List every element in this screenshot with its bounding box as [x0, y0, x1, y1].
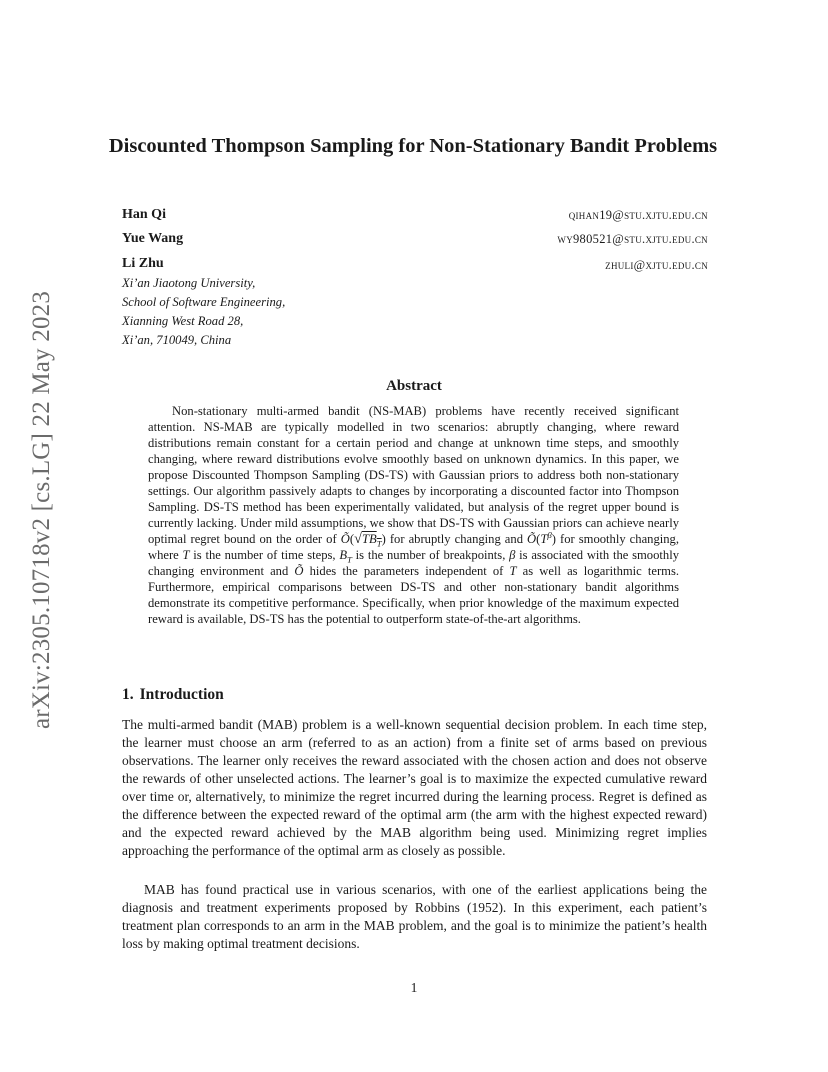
- author-name-2: Yue Wang: [122, 231, 184, 246]
- author-email-1: qihan19@stu.xjtu.edu.cn: [568, 208, 708, 222]
- author-name-3: Li Zhu: [122, 256, 164, 271]
- regret-bound-abrupt: $Õ(√TB_T)$: [340, 531, 386, 549]
- abstract-heading: Abstract: [386, 378, 442, 394]
- regret-bound-smooth: $Õ(T^\beta)$: [527, 529, 556, 546]
- author-name-1: Han Qi: [122, 207, 166, 222]
- section-title: Introduction: [139, 686, 224, 703]
- author-email-3: zhuli@xjtu.edu.cn: [605, 258, 708, 272]
- affiliation-line: Xi’an Jiaotong University,: [122, 276, 256, 290]
- author-email-2: wy980521@stu.xjtu.edu.cn: [557, 232, 708, 246]
- affiliation-line: School of Software Engineering,: [122, 295, 286, 309]
- affiliation-block: [122, 274, 285, 350]
- arxiv-id-text: arXiv:2305.10718v2 [cs.LG] 22 May 2023: [28, 290, 55, 730]
- abstract-body: Non-stationary multi-armed bandit (NS-MAB) problems have recently received significant attention. NS-MAB are typically modelled in two scenarios: abruptly changing, where reward distributions remain constant for a certain period and change at unknown time steps, and smoothly changing, where reward distributions evolve smoothly based on unknown dynamics. In this paper, we propose Discounted Thompson Sampling (DS-TS) with Gaussian priors to address both non-stationary settings. Our algorithm passively adapts to changes by incorporating a discounted factor into Thompson Sampling. DS-TS method has been experimentally validated, but analysis of the regret upper bound is currently lacking. Under mild assumptions, we show that DS-TS with Gaussian priors can achieve nearly optimal regret bound on the order of $Õ(√TB_T)$ for abruptly changing and $Õ(T^\beta)$ for smoothly changing, where T is the number of time steps, $B_T$ is the number of breakpoints, β is associated with the smoothly changing environment and Õ hides the parameters independent of T as well as logarithmic terms. Furthermore, empirical comparisons between DS-TS and other non-stationary bandit algorithms demonstrate its competitive performance. Specifically, when prior knowledge of the maximum expected reward is available, DS-TS has the potential to outperform state-of-the-art algorithms.: [148, 404, 680, 626]
- intro-paragraph-1: The multi-armed bandit (MAB) problem is a well-known sequential decision problem. In each time step, the learner must choose an arm (referred to as an action) from a finite set of arms based on previous observations. The learner only receives the reward associated with the chosen action and does not observe the rewards of other unselected actions. The learner’s goal is to maximize the expected cumulative reward over time or, alternatively, to minimize the regret incurred during the learning process. Regret is defined as the difference between the expected reward of the optimal arm (the arm with the highest expected reward) and the expected reward achieved by the MAB algorithm being used. Minimizing regret implies approaching the performance of the optimal arm as closely as possible.: [122, 717, 707, 858]
- affiliation-line: Xianning West Road 28,: [122, 314, 244, 328]
- section-heading-introduction: [122, 686, 224, 704]
- page-number: 1: [410, 980, 418, 995]
- intro-paragraph-2: MAB has found practical use in various scenarios, with one of the earliest applications being the diagnosis and treatment experiments proposed by Robbins (1952). In this experiment, each patient’s treatment plan corresponds to an arm in the MAB problem, and the goal is to minimize the patient’s health loss by making optimal treatment decisions.: [122, 882, 707, 951]
- section-number: 1.: [122, 686, 134, 703]
- paper-title: Discounted Thompson Sampling for Non-Stationary Bandit Problems: [108, 135, 718, 157]
- affiliation-line: Xi’an, 710049, China: [122, 333, 232, 347]
